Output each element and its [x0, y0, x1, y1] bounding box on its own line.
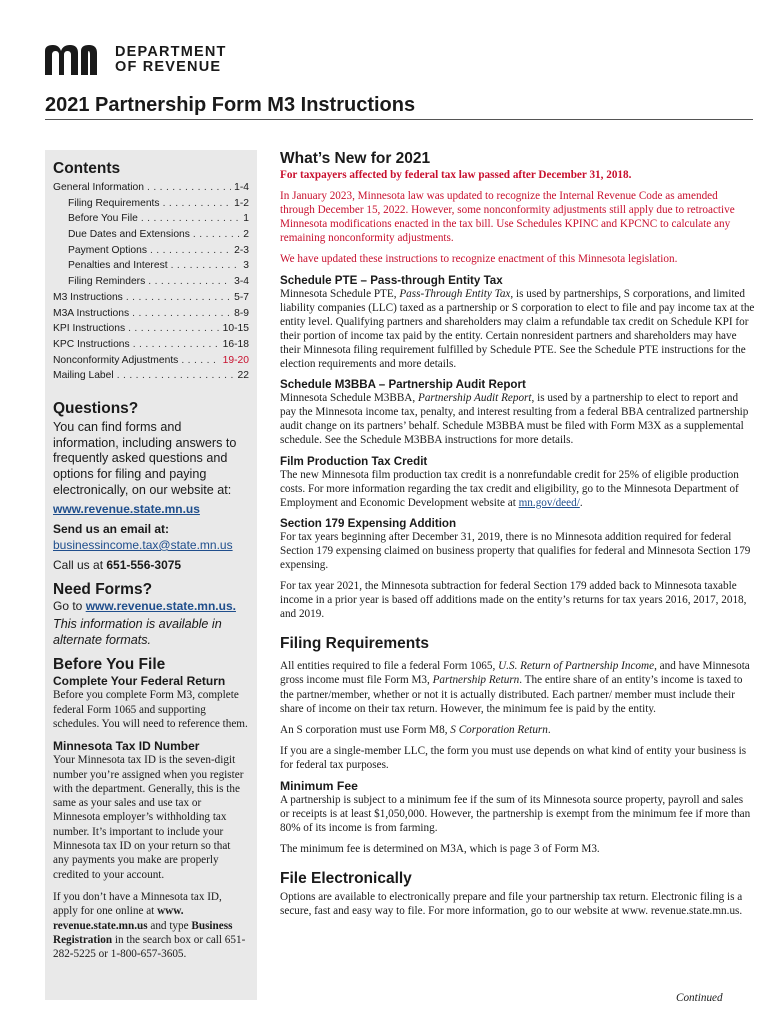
- toc-item: [53, 260, 249, 276]
- film-text-a: The new Minnesota film production tax credit is a nonrefundable credit for 25% of eligible production costs. For more information regarding the tax credit and eligibility, go to the Minnesota Department of Employment and Economic Development website at: [280, 468, 739, 509]
- tax-id-text: Your Minnesota tax ID is the seven-digit number you’re assigned when you register with the department. Generally, this is the same as your sales and use tax or Minnesota employer’s withholding tax number. It’s important to include your Minnesota tax ID on your return so that any payments you make are properly credited to your account.: [53, 754, 244, 881]
- questions-heading: Questions?: [53, 399, 139, 417]
- goto-line: [53, 599, 249, 615]
- bba-text-a: Minnesota Schedule M3BBA,: [280, 392, 418, 405]
- tax-id-subheading: Minnesota Tax ID Number: [53, 739, 200, 754]
- toc-item: [53, 355, 249, 371]
- pte-subheading: Schedule PTE – Pass-through Entity Tax: [280, 273, 503, 287]
- toc-leader-dots: [126, 292, 231, 303]
- toc-item-label: Filing Requirements: [68, 197, 160, 209]
- toc-item-page: 3: [243, 260, 249, 272]
- toc-item-page: 16-18: [222, 338, 249, 350]
- mn-revenue-logo: [45, 44, 227, 76]
- toc-leader-dots: [117, 370, 235, 381]
- toc-item-label: Nonconformity Adjustments: [53, 354, 179, 366]
- toc-leader-dots: [133, 339, 220, 350]
- toc-item-page: 1: [243, 213, 249, 225]
- toc-item: [53, 292, 249, 308]
- file-electronically-text: Options are available to electronically prepare and file your partnership tax return. Electronic filing is a secure, fast and easy way to file. For more information, go to our website at www. revenue.state.mn.us.: [280, 891, 743, 918]
- main-content: [280, 150, 755, 919]
- toc-item-page: 22: [237, 370, 249, 382]
- toc-leader-dots: [171, 260, 241, 271]
- bba-form-name: Partnership Audit Report: [417, 392, 532, 405]
- apply-website[interactable]: www. revenue.state.mn.us: [53, 905, 184, 932]
- toc-item-page: 5-7: [234, 291, 249, 303]
- bba-text: [280, 391, 755, 447]
- filing-text-2: [280, 723, 755, 737]
- filing-requirements-heading: Filing Requirements: [280, 635, 429, 653]
- toc-item-page: 2: [243, 229, 249, 241]
- filing-text-1a: All entities required to file a federal Form 1065,: [280, 660, 499, 673]
- toc-item: [53, 213, 249, 229]
- apply-text-e: in the search box or call 651-282-5225 or 1-800-657-3605.: [53, 933, 246, 961]
- continued-note: Continued: [676, 992, 723, 1004]
- questions-body: You can find forms and information, including answers to frequently asked questions and options for filing and paying electronically, on our website at:: [53, 419, 237, 497]
- pte-text-c: , is used by partnerships, S corporations, and limited liability companies (LLC) taxed as a partnership or S corporation to elect to file and pay income tax at the entity level. Qualifying partners and shareholders may claim a refundable tax credit on Schedule KPI for their portion of income tax paid by the entity. Certain nonresident partners and shareholders may have their Minnesota filing requirement fulfilled by Schedule PTE. See the Schedule PTE instructions for the election requirements and more details.: [280, 287, 755, 371]
- toc-leader-dots: [150, 245, 231, 256]
- toc-item-label: General Information: [53, 182, 145, 193]
- whats-new-legislation: We have updated these instructions to recognize enactment of this Minnesota legislation.: [280, 253, 678, 266]
- toc-item-label: Penalties and Interest: [68, 260, 168, 272]
- toc-leader-dots: [132, 308, 231, 319]
- minimum-fee-text-2: The minimum fee is determined on M3A, which is page 3 of Form M3.: [280, 843, 600, 856]
- toc-item: [53, 182, 249, 198]
- toc-leader-dots: [147, 182, 231, 193]
- pte-text-a: Minnesota Schedule PTE,: [280, 287, 400, 300]
- forms-link[interactable]: www.revenue.state.mn.us.: [85, 599, 236, 614]
- whats-new-alert: For taxpayers affected by federal tax law passed after December 31, 2018.: [280, 169, 632, 181]
- toc-item-page: 10-15: [222, 323, 249, 335]
- toc-item-label: Mailing Label: [53, 370, 114, 382]
- toc-leader-dots: [148, 276, 231, 287]
- toc-item-label: Payment Options: [68, 244, 147, 256]
- federal-return-text: Before you complete Form M3, complete federal Form 1065 and supporting schedules. You will need to reference them.: [53, 689, 248, 730]
- filing-text-1: [280, 659, 755, 715]
- phone-number: 651-556-3075: [106, 557, 182, 572]
- filing-text-1c: , and have Minnesota gross income must file Form M3,: [280, 660, 750, 687]
- filing-text-3: If you are a single-member LLC, the form you must use depends on what kind of entity your business is for federal tax purposes.: [280, 744, 747, 771]
- call-line: [53, 558, 249, 574]
- toc-leader-dots: [163, 198, 232, 209]
- alt-formats-note: This information is available in alternate formats.: [53, 616, 222, 647]
- toc-item-label: KPC Instructions: [53, 338, 130, 350]
- filing-text-2a: An S corporation must use Form M8,: [280, 723, 451, 736]
- goto-prefix: Go to: [53, 599, 86, 614]
- call-prefix: Call us at: [53, 557, 107, 572]
- mn-logo-icon: [45, 45, 109, 75]
- logo-line-2: OF REVENUE: [115, 59, 222, 75]
- toc-item: [53, 323, 249, 339]
- logo-line-1: DEPARTMENT: [115, 44, 227, 60]
- apply-search-term: Business Registration: [53, 919, 233, 946]
- section179-text-1: For tax years beginning after December 31, 2019, there is no Minnesota addition required for federal Section 179 expensing claimed on business property that qualifies for federal and Minnesota Section 179 expensing.: [280, 530, 751, 571]
- filing-text-1e: . The entire share of an entity’s income is taxed to the partner/member, whether or not it is actually distributed. Each partner/ member must include their share of income on their tax return. However, the minimum fee is paid by the entity.: [280, 674, 743, 715]
- form1065-name: U.S. Return of Partnership Income: [498, 660, 655, 673]
- toc-leader-dots: [193, 229, 240, 240]
- toc-item-page: 2-3: [234, 244, 249, 256]
- whats-new-heading: What’s New for 2021: [280, 150, 431, 167]
- toc-item: [53, 245, 249, 261]
- toc-item: [53, 339, 249, 355]
- film-text: [280, 468, 755, 510]
- title-divider: [45, 119, 753, 120]
- toc-leader-dots: [141, 213, 240, 224]
- toc-item-label: M3A Instructions: [53, 307, 130, 319]
- film-text-c: .: [579, 496, 583, 509]
- pte-form-name: Pass-Through Entity Tax: [399, 287, 511, 300]
- section179-text-2: For tax year 2021, the Minnesota subtraction for federal Section 179 added back to Minnesota taxable income in a prior year is based off additions made on the entity’s returns for tax years 2016, 2017, 2018, and 2019.: [280, 580, 747, 621]
- filing-text-2c: .: [547, 723, 551, 736]
- toc-item-page: 1-4: [234, 182, 249, 193]
- pte-text: [280, 287, 755, 372]
- minimum-fee-text-1: A partnership is subject to a minimum fee if the sum of its Minnesota source property, payroll and sales or receipts is at least $1,050,000. However, the partnership is exempt from the minimum fee if more than 80% of its income is from farming.: [280, 794, 751, 835]
- toc-leader-dots: [181, 355, 219, 366]
- sidebar: [45, 150, 257, 1000]
- toc-item: [53, 198, 249, 214]
- email-link[interactable]: businessincome.tax@state.mn.us: [53, 537, 233, 552]
- toc-item-page: 1-2: [234, 197, 249, 209]
- page-title: 2021 Partnership Form M3 Instructions: [45, 94, 416, 116]
- toc-item-page: 3-4: [234, 276, 249, 288]
- email-label: Send us an email at:: [53, 522, 170, 537]
- toc-item: [53, 276, 249, 292]
- toc-item-label: KPI Instructions: [53, 323, 126, 335]
- section179-subheading: Section 179 Expensing Addition: [280, 516, 457, 530]
- apply-text-a: If you don’t have a Minnesota tax ID, apply for one online at: [53, 890, 222, 918]
- deed-link[interactable]: mn.gov/deed/: [518, 496, 580, 509]
- minimum-fee-subheading: Minimum Fee: [280, 779, 358, 793]
- file-electronically-heading: File Electronically: [280, 870, 412, 888]
- toc-item-page: 19-20: [222, 354, 249, 366]
- bba-subheading: Schedule M3BBA – Partnership Audit Report: [280, 378, 526, 392]
- federal-return-subheading: Complete Your Federal Return: [53, 674, 226, 689]
- before-you-file-heading: Before You File: [53, 656, 166, 674]
- toc-item-page: 8-9: [234, 307, 249, 319]
- toc-item-label: M3 Instructions: [53, 291, 123, 303]
- toc-item: [53, 308, 249, 324]
- website-link[interactable]: www.revenue.state.mn.us: [53, 502, 200, 517]
- bba-text-c: , is used by a partnership to elect to report and pay the Minnesota income tax, penalty, and interest resulting from a federal BBA centralized partnership audit change on its partners’ behalf. Schedule M3BBA must be filed with Form M3X as a supplemental schedule. See the Schedule M3BBA instructions for more details.: [280, 392, 749, 447]
- toc-leader-dots: [128, 323, 220, 334]
- table-of-contents: [53, 182, 249, 386]
- apply-text-c: and type: [147, 919, 192, 932]
- need-forms-heading: Need Forms?: [53, 581, 153, 599]
- s-corp-return-name: S Corporation Return: [450, 723, 548, 736]
- apply-tax-id-text: [53, 890, 249, 961]
- partnership-return-name: Partnership Return: [432, 674, 520, 687]
- toc-item-label: Due Dates and Extensions: [68, 229, 190, 241]
- film-subheading: Film Production Tax Credit: [280, 454, 428, 468]
- toc-item-label: Filing Reminders: [68, 276, 146, 288]
- toc-item: [53, 370, 249, 386]
- whats-new-update: In January 2023, Minnesota law was updated to recognize the Internal Revenue Code as amended through December 15, 2022. However, some nonconformity adjustments still apply due to retroactive Minnesota modifications enacted in the tax bill. Use Schedules KPINC and KPCNC to calculate any remaining nonconformity adjustments.: [280, 190, 735, 245]
- toc-item: [53, 229, 249, 245]
- toc-item-label: Before You File: [68, 213, 138, 225]
- contents-heading: Contents: [53, 160, 121, 177]
